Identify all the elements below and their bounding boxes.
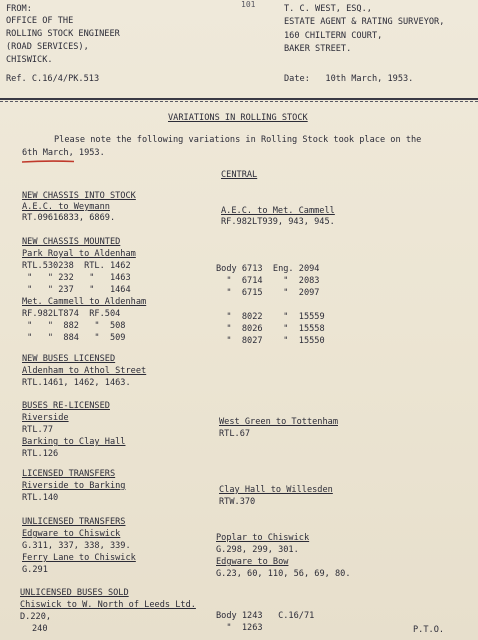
fleet-line: G.23, 60, 110, 56, 69, 80. xyxy=(216,569,351,579)
header-rule-dashed xyxy=(0,101,478,102)
to-line-2: ESTATE AGENT & RATING SURVEYOR, xyxy=(284,17,445,27)
route-aec-to-weymann: A.E.C. to Weymann xyxy=(22,202,110,212)
fleet-line: 240 xyxy=(32,624,48,634)
route-aldenham-to-athol-street: Aldenham to Athol Street xyxy=(22,366,147,376)
fleet-row: " " 237 " 1464 xyxy=(22,285,131,295)
to-line-4: BAKER STREET. xyxy=(284,44,352,54)
body-engine-row: Body 6713 Eng. 2094 xyxy=(216,264,320,274)
fleet-line: G.311, 337, 338, 339. xyxy=(22,541,131,551)
fleet-line: RTL.77 xyxy=(22,425,54,435)
route-ferry-lane-to-chiswick: Ferry Lane to Chiswick xyxy=(22,553,136,563)
route-west-green-to-tottenham: West Green to Tottenham xyxy=(219,417,338,427)
route-edgware-to-chiswick: Edgware to Chiswick xyxy=(22,529,121,539)
intro-line-1: Please note the following variations in Rolling Stock took place on the xyxy=(54,135,422,145)
page-number: 101 xyxy=(241,0,256,9)
route-aec-to-met-cammell: A.E.C. to Met. Cammell xyxy=(221,206,335,216)
fleet-line: RTL.126 xyxy=(22,449,59,459)
route-clay-hall-to-willesden: Clay Hall to Willesden xyxy=(219,485,333,495)
section-new-chassis-into-stock: NEW CHASSIS INTO STOCK xyxy=(22,191,136,201)
route-met-cammell-to-aldenham: Met. Cammell to Aldenham xyxy=(22,297,147,307)
fleet-line: RTL.140 xyxy=(22,493,59,503)
from-line-2: ROLLING STOCK ENGINEER xyxy=(6,29,120,39)
fleet-line: RTL.1461, 1462, 1463. xyxy=(22,378,131,388)
fleet-line: RTW.370 xyxy=(219,497,256,507)
route-riverside-to-barking: Riverside to Barking xyxy=(22,481,126,491)
fleet-line: RT.09616833, 6869. xyxy=(22,213,116,223)
fleet-row: " " 232 " 1463 xyxy=(22,273,131,283)
fleet-line: RF.982LT939, 943, 945. xyxy=(221,217,335,227)
to-line-1: T. C. WEST, ESQ., xyxy=(284,4,372,14)
from-line-3: (ROAD SERVICES), xyxy=(6,42,89,52)
route-barking-to-clay-hall: Barking to Clay Hall xyxy=(22,437,126,447)
fleet-line: RTL.67 xyxy=(219,429,251,439)
document-date: Date: 10th March, 1953. xyxy=(284,74,414,84)
fleet-row: " " 882 " 508 xyxy=(22,321,126,331)
route-chiswick-to-w-north-of-leeds: Chiswick to W. North of Leeds Ltd. xyxy=(20,600,196,610)
reference-number: Ref. C.16/4/PK.513 xyxy=(6,74,100,84)
from-line-4: CHISWICK. xyxy=(6,55,53,65)
fleet-row: RF.982LT874 RF.504 xyxy=(22,309,121,319)
fleet-line: G.298, 299, 301. xyxy=(216,545,299,555)
body-row: " 1263 xyxy=(216,623,263,633)
header-rule xyxy=(0,98,478,100)
body-engine-row: " 8022 " 15559 xyxy=(216,312,325,322)
route-riverside: Riverside xyxy=(22,413,69,423)
to-line-3: 160 CHILTERN COURT, xyxy=(284,31,383,41)
document-title: VARIATIONS IN ROLLING STOCK xyxy=(168,113,308,123)
section-new-chassis-mounted: NEW CHASSIS MOUNTED xyxy=(22,237,121,247)
body-engine-row: " 6714 " 2083 xyxy=(216,276,320,286)
red-pencil-underline xyxy=(22,160,74,163)
section-buses-relicensed: BUSES RE-LICENSED xyxy=(22,401,110,411)
body-engine-row: " 8027 " 15550 xyxy=(216,336,325,346)
please-turn-over: P.T.O. xyxy=(413,625,445,635)
body-row: Body 1243 C.16/71 xyxy=(216,611,315,621)
fleet-line: D.220, xyxy=(20,612,52,622)
section-unlicensed-buses-sold: UNLICENSED BUSES SOLD xyxy=(20,588,129,598)
body-engine-row: " 6715 " 2097 xyxy=(216,288,320,298)
fleet-row: " " 884 " 509 xyxy=(22,333,126,343)
route-poplar-to-chiswick: Poplar to Chiswick xyxy=(216,533,310,543)
section-new-buses-licensed: NEW BUSES LICENSED xyxy=(22,354,116,364)
central-heading: CENTRAL xyxy=(221,170,258,180)
fleet-line: G.291 xyxy=(22,565,48,575)
section-licensed-transfers: LICENSED TRANSFERS xyxy=(22,469,116,479)
route-edgware-to-bow: Edgware to Bow xyxy=(216,557,289,567)
section-unlicensed-transfers: UNLICENSED TRANSFERS xyxy=(22,517,126,527)
from-line-1: OFFICE OF THE xyxy=(6,16,74,26)
fleet-row: RTL.530238 RTL. 1462 xyxy=(22,261,131,271)
route-park-royal-to-aldenham: Park Royal to Aldenham xyxy=(22,249,136,259)
intro-line-2: 6th March, 1953. xyxy=(22,148,105,158)
from-label: FROM: xyxy=(6,4,32,14)
body-engine-row: " 8026 " 15558 xyxy=(216,324,325,334)
